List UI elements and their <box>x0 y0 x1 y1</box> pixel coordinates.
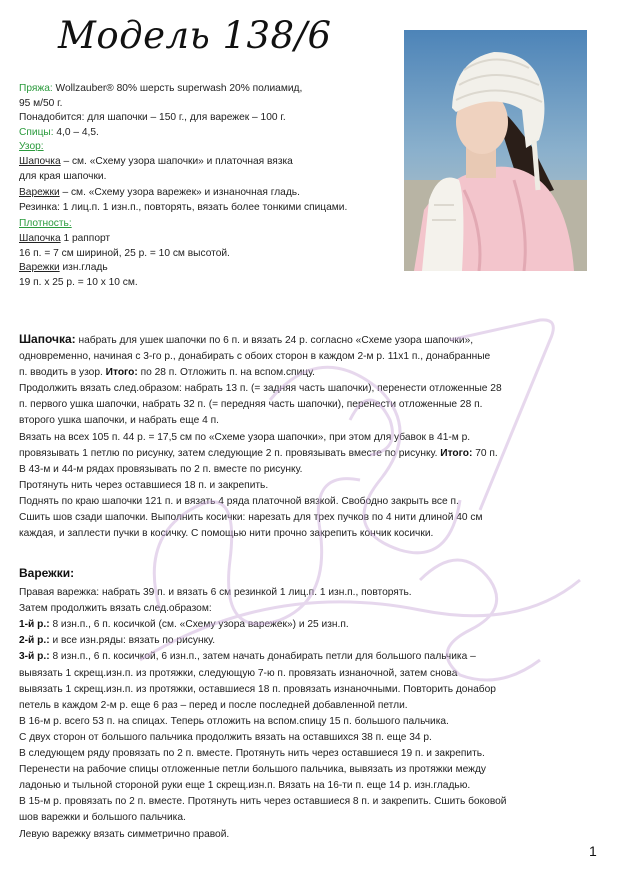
hat-line: п. вводить в узор. <box>19 367 106 379</box>
hat-line: Сшить шов сзади шапочки. Выполнить косички: нарезать для трех пучков по 4 нити длиной 40 см <box>19 512 483 524</box>
pattern-hat-text-2: для края шапочки. <box>19 170 107 182</box>
hat-total-label-2: Итого: <box>440 447 473 459</box>
hat-total-label: Итого: <box>105 367 138 379</box>
mittens-line: Левую варежку вязать симметрично правой. <box>19 828 230 840</box>
density-mittens-text: изн.гладь <box>59 262 108 274</box>
mittens-line: ладонью и тыльной стороной руки еще 1 скрещ.изн.п. Вязать на 16-ти п. еще 14 р. изн.гладью. <box>19 780 471 792</box>
pattern-mittens-text: – см. «Схему узора варежек» и изнаночная гладь. <box>59 187 300 199</box>
hat-line: Протянуть нить через оставшиеся 18 п. и закрепить. <box>19 479 269 491</box>
hat-line: Вязать на всех 105 п. 44 р. = 17,5 см по «Схеме узора шапочки», при этом для убавок в 41-м р. <box>19 431 471 443</box>
rib-text: Резинка: 1 лиц.п. 1 изн.п., повторять, вязать более тонкими спицами. <box>19 201 348 213</box>
mittens-line: С двух сторон от большого пальчика продолжить вязать на оставшихся 38 п. еще 34 р. <box>19 731 432 743</box>
mittens-line: В 16-м р. всего 53 п. на спицах. Теперь отложить на вспом.спицу 15 п. большого пальчика. <box>19 715 449 727</box>
pattern-label: Узор: <box>19 141 44 153</box>
mittens-line: вывязать 1 скрещ.изн.п. из протяжки, оставшиеся 18 п. провязать изнаночными. Повторить донабор <box>19 683 496 695</box>
density-label: Плотность: <box>19 218 72 230</box>
hat-total-text-2: 70 п. <box>472 447 498 459</box>
yarn-label: Пряжа: <box>19 83 53 94</box>
hat-line: Поднять по краю шапочки 121 п. и вязать 4 ряда платочной вязкой. Свободно закрыть все п. <box>19 495 459 507</box>
hat-line: второго ушка шапочки, и набрать еще 4 п. <box>19 415 219 427</box>
mittens-line: вывязать 1 скрещ.изн.п. из протяжки, следующую 7-ю п. провязать изнаночной, затем снова <box>19 667 458 679</box>
mittens-line: петель в каждом 2-м р. еще 6 раз – перед и после последней добавленной петли. <box>19 699 408 711</box>
hat-line: одновременно, начиная с 3-го р., донабирать с обоих сторон в каждом 2-м р. 11х1 п., донабранные <box>19 351 491 363</box>
row-2-label: 2-й р.: <box>19 635 50 647</box>
page-number: 1 <box>589 843 597 859</box>
row-1-label: 1-й р.: <box>19 619 50 631</box>
hat-heading: Шапочка: <box>19 332 76 346</box>
row-1-text: 8 изн.п., 6 п. косичкой (см. «Схему узора варежек») и 25 изн.п. <box>49 619 349 631</box>
page-title: Модель 138/6 <box>58 14 332 57</box>
mittens-line: В следующем ряду провязать по 2 п. вместе. Протянуть нить через оставшиеся 19 п. и закрепить. <box>19 748 485 760</box>
density-hat-label: Шапочка <box>19 232 61 244</box>
mittens-line: Правая варежка: набрать 39 п. и вязать 6 см резинкой 1 лиц.п. 1 изн.п., повторять. <box>19 587 412 599</box>
row-3-label: 3-й р.: <box>19 651 50 663</box>
mittens-line: В 15-м р. провязать по 2 п. вместе. Протянуть нить через оставшиеся 8 п. и закрепить. Сшить боковой <box>19 796 507 808</box>
needles-label: Спицы: <box>19 126 54 138</box>
hat-line: В 43-м и 44-м рядах провязывать по 2 п. вместе по рисунку. <box>19 463 303 475</box>
model-photo <box>404 30 587 271</box>
pattern-hat-text: – см. «Схему узора шапочки» и платочная вязка <box>60 155 293 167</box>
hat-line: Продолжить вязать след.образом: набрать 13 п. (= задняя часть шапочки), перенести отложенные 28 <box>19 383 502 395</box>
density-hat-value: 16 п. = 7 см шириной, 25 р. = 10 см высотой. <box>19 247 230 259</box>
hat-line: п. первого ушка шапочки, набрать 32 п. (= передняя часть шапочки), перенести отложенные 28 п. <box>19 399 483 411</box>
row-2-text: и все изн.ряды: вязать по рисунку. <box>49 635 216 647</box>
mittens-line: шов варежки и большого пальчика. <box>19 812 186 824</box>
density-mittens-value: 19 п. х 25 р. = 10 х 10 см. <box>19 276 138 288</box>
hat-line: каждая, и заплести пучки в косичку. С помощью нити прочно закрепить кончик косички. <box>19 528 434 540</box>
yarn-text: Wollzauber® 80% шерсть superwash 20% полиамид, <box>52 83 303 94</box>
density-hat-text: 1 раппорт <box>60 232 111 244</box>
materials-block <box>19 82 409 290</box>
hat-total-text: по 28 п. Отложить п. на вспом.спицу. <box>137 367 315 379</box>
yarn-amount: Понадобится: для шапочки – 150 г., для варежек – 100 г. <box>19 112 286 124</box>
density-mittens-label: Варежки <box>19 262 60 274</box>
row-3-text: 8 изн.п., 6 п. косичкой, 6 изн.п., затем начать донабирать петли для большого пальчика – <box>49 651 476 663</box>
mittens-heading: Варежки: <box>19 566 75 580</box>
mittens-line: Перенести на рабочие спицы отложенные петли большого пальчика, вывязать из протяжки между <box>19 764 486 776</box>
hat-section <box>19 331 589 542</box>
mittens-section <box>19 565 589 843</box>
needles-text: 4,0 – 4,5. <box>53 126 99 138</box>
yarn-text-2: 95 м/50 г. <box>19 97 63 109</box>
pattern-hat-label: Шапочка <box>19 155 61 167</box>
hat-line: набрать для ушек шапочки по 6 п. и вязать 24 р. согласно «Схеме узора шапочки», <box>75 335 474 346</box>
mittens-line: Затем продолжить вязать след.образом: <box>19 603 212 615</box>
pattern-mittens-label: Варежки <box>19 187 60 199</box>
hat-line: провязывать 1 петлю по рисунку, затем следующие 2 п. провязывать вместе по рисунку. <box>19 447 441 459</box>
